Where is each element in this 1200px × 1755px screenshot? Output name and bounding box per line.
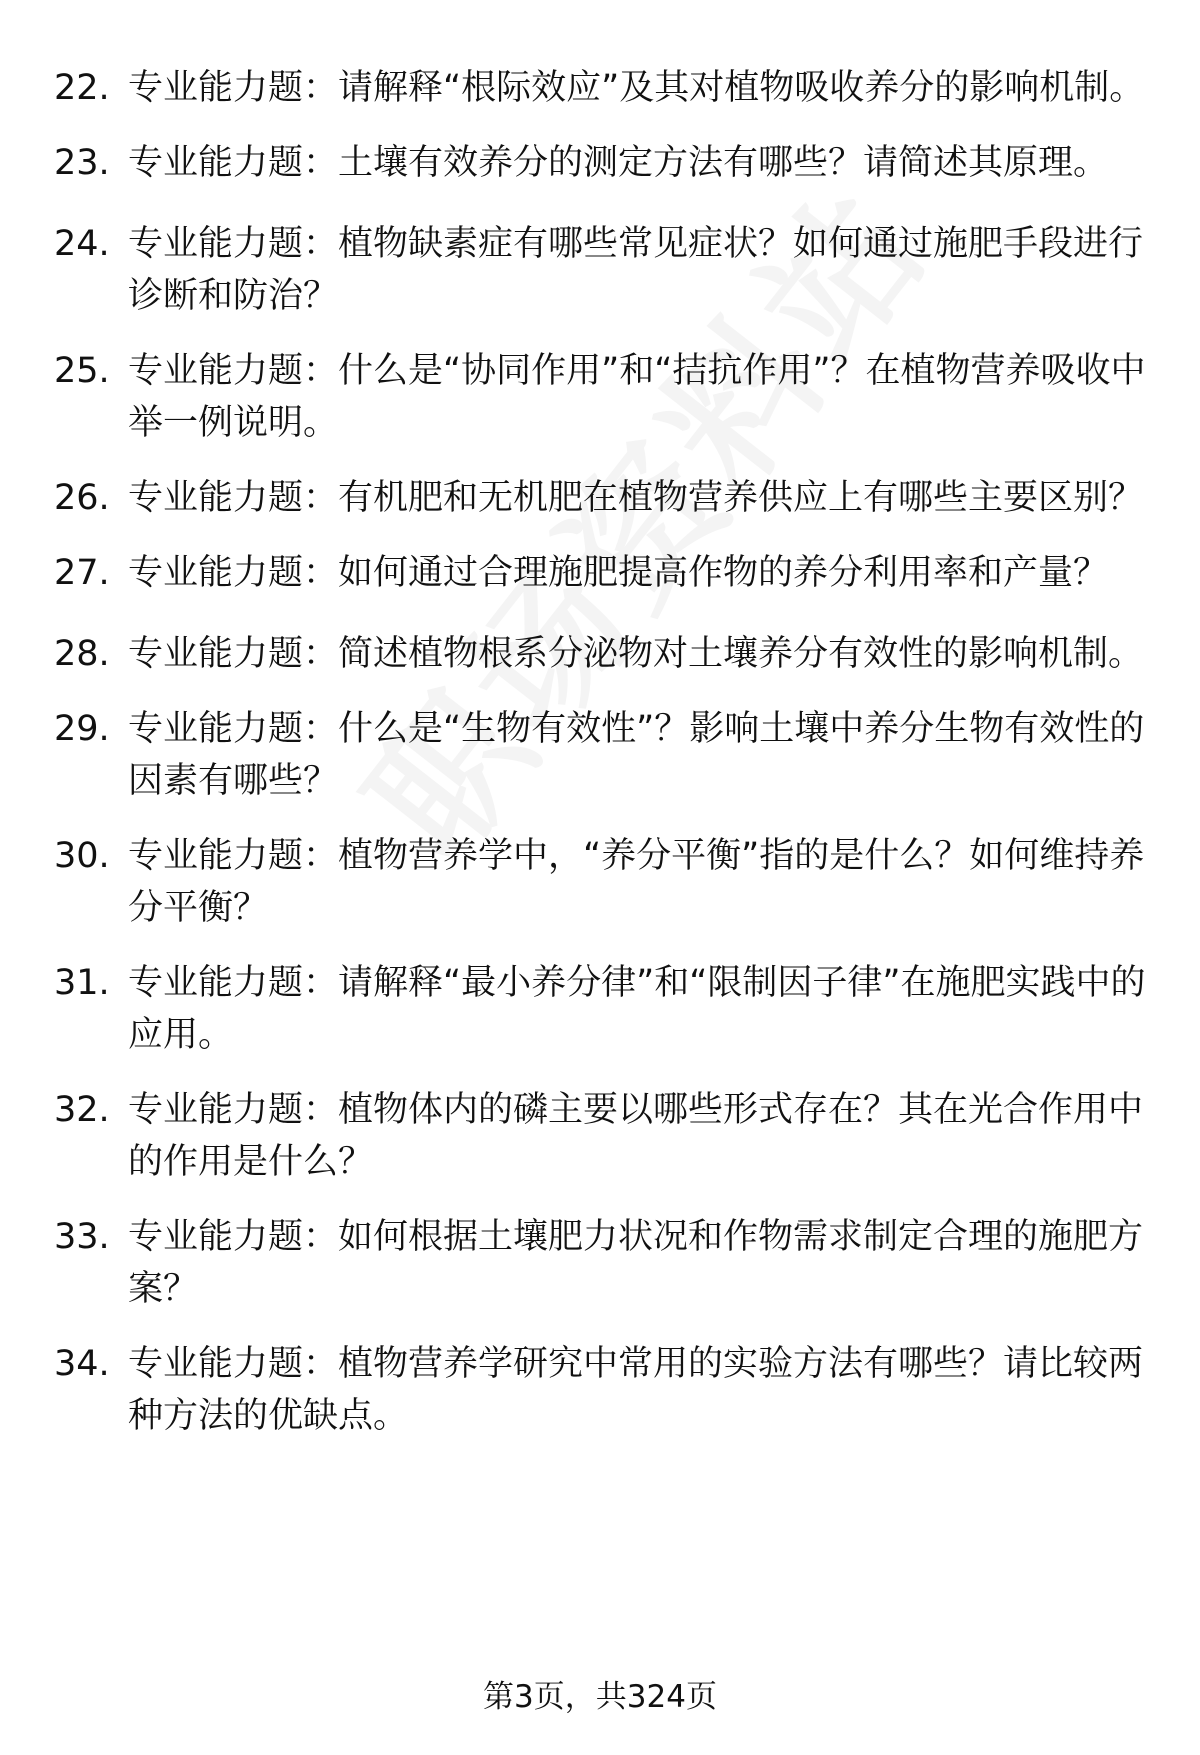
question-number: 30. [54, 836, 110, 876]
list-item [54, 62, 1154, 114]
question-number: 28. [54, 634, 110, 674]
list-item [54, 1338, 1154, 1442]
question-number: 23. [54, 143, 110, 183]
question-text: 专业能力题：简述植物根系分泌物对土壤养分有效性的影响机制。 [128, 634, 1144, 674]
question-number: 26. [54, 478, 110, 518]
question-text: 专业能力题：植物营养学中，“养分平衡”指的是什么？如何维持养分平衡？ [128, 836, 1145, 928]
list-item [54, 1211, 1154, 1315]
question-text: 专业能力题：请解释“最小养分律”和“限制因子律”在施肥实践中的应用。 [128, 963, 1146, 1055]
question-text: 专业能力题：如何通过合理施肥提高作物的养分利用率和产量？ [128, 553, 1109, 593]
list-item [54, 345, 1154, 449]
list-item [54, 137, 1154, 189]
question-number: 31. [54, 963, 110, 1003]
question-number: 33. [54, 1217, 110, 1257]
question-number: 25. [54, 351, 110, 391]
list-item [54, 472, 1154, 524]
page-number: 第3页，共324页 [483, 1679, 717, 1715]
list-item [54, 628, 1154, 680]
question-text: 专业能力题：如何根据土壤肥力状况和作物需求制定合理的施肥方案？ [128, 1217, 1144, 1309]
question-number: 24. [54, 224, 110, 264]
question-text: 专业能力题：有机肥和无机肥在植物营养供应上有哪些主要区别？ [128, 478, 1144, 518]
question-text: 专业能力题：请解释“根际效应”及其对植物吸收养分的影响机制。 [128, 68, 1145, 108]
list-item [54, 703, 1154, 807]
question-text: 专业能力题：土壤有效养分的测定方法有哪些？请简述其原理。 [128, 143, 1109, 183]
list-item [54, 1084, 1154, 1188]
question-text: 专业能力题：植物营养学研究中常用的实验方法有哪些？请比较两种方法的优缺点。 [128, 1344, 1144, 1436]
list-item [54, 957, 1154, 1061]
question-number: 34. [54, 1344, 110, 1384]
question-number: 27. [54, 553, 110, 593]
question-number: 32. [54, 1090, 110, 1130]
list-item [54, 830, 1154, 934]
question-number: 29. [54, 709, 110, 749]
list-item [54, 547, 1154, 599]
list-item [54, 218, 1154, 322]
question-text: 专业能力题：什么是“协同作用”和“拮抗作用”？在植物营养吸收中举一例说明。 [128, 351, 1146, 443]
question-text: 专业能力题：什么是“生物有效性”？影响土壤中养分生物有效性的因素有哪些？ [128, 709, 1145, 801]
question-text: 专业能力题：植物缺素症有哪些常见症状？如何通过施肥手段进行诊断和防治？ [128, 224, 1144, 316]
question-text: 专业能力题：植物体内的磷主要以哪些形式存在？其在光合作用中的作用是什么？ [128, 1090, 1144, 1182]
question-list [54, 62, 1154, 1465]
question-number: 22. [54, 68, 110, 108]
